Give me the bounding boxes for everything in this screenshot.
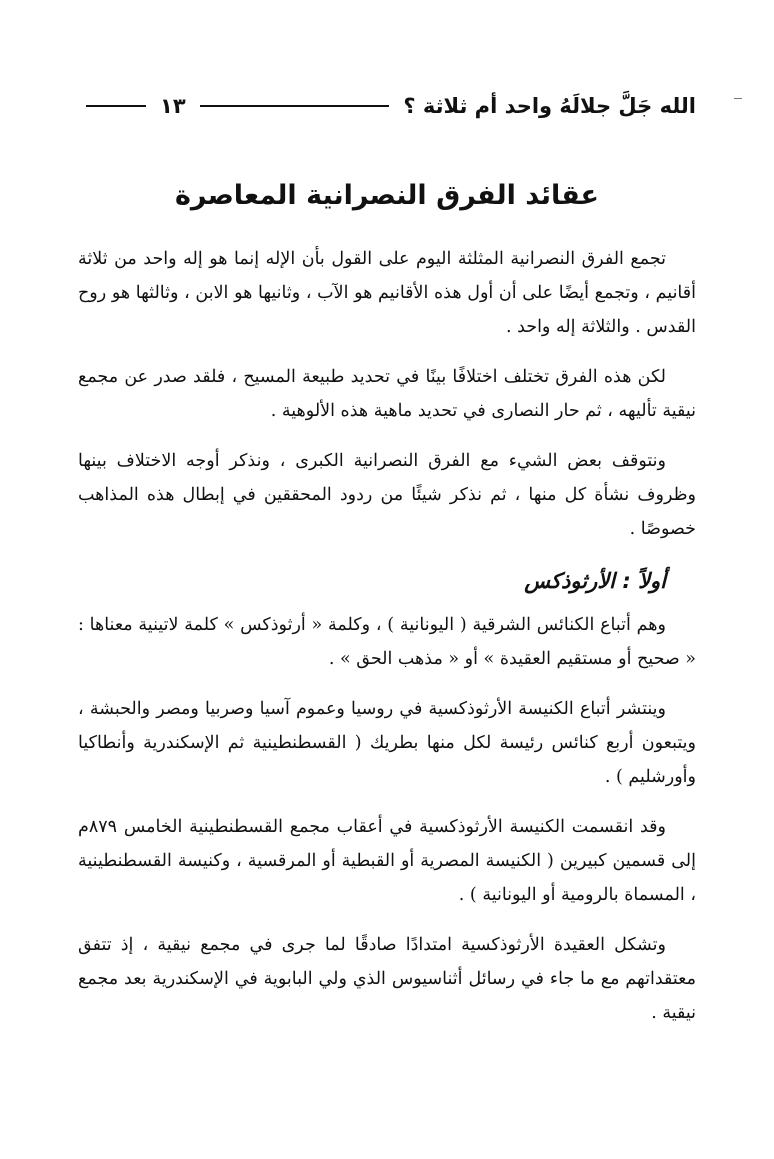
- paragraph: وتشكل العقيدة الأرثوذكسية امتدادًا صادقًا لما جرى في مجمع نيقية ، إذ تتفق معتقداتهم مع ما جاء في رسائل أثناسيوس الذي ولي البابوية في الإسكندرية بعد مجمع نيقية .: [78, 935, 696, 1023]
- running-header-title: الله جَلَّ جلالَهُ واحد أم ثلاثة ؟: [403, 94, 696, 118]
- page-number: ١٣: [160, 94, 186, 118]
- paragraph: وقد انقسمت الكنيسة الأرثوذكسية في أعقاب مجمع القسطنطينية الخامس ٨٧٩م إلى قسمين كبيرين ( الكنيسة المصرية أو القبطية أو المرقسية ، وكنيسة القسطنطينية ، المسماة بالرومية أو اليونانية ) .: [78, 817, 696, 905]
- paragraph: وينتشر أتباع الكنيسة الأرثوذكسية في روسيا وعموم آسيا وصربيا ومصر والحبشة ، ويتبعون أربع كنائس رئيسة لكل منها بطريك ( القسطنطينية ثم الإسكندرية وأنطاكيا وأورشليم ) .: [78, 699, 696, 787]
- section-title: عقائد الفرق النصرانية المعاصرة: [174, 180, 599, 211]
- header-rule-long: [200, 105, 390, 107]
- subheading-orthodox: أولاً : الأرثوذكس: [524, 569, 666, 593]
- body-text: [78, 242, 696, 1046]
- paragraph: تجمع الفرق النصرانية المثلثة اليوم على القول بأن الإله إنما هو إله واحد من ثلاثة أقانيم ، وتجمع أيضًا على أن أول هذه الأقانيم هو الآب ، وثانيها هو الابن ، وثالثها هو روح القدس . والثلاثة إله واحد .: [78, 249, 696, 337]
- paragraph: ونتوقف بعض الشيء مع الفرق النصرانية الكبرى ، ونذكر أوجه الاختلاف بينها وظروف نشأة كل منها ، ثم نذكر شيئًا من ردود المحققين في إبطال هذه المذاهب خصوصًا .: [78, 451, 696, 539]
- paragraph: لكن هذه الفرق تختلف اختلافًا بينًا في تحديد طبيعة المسيح ، فلقد صدر عن مجمع نيقية تأليهه ، ثم حار النصارى في تحديد ماهية هذه الألوهية .: [78, 367, 696, 421]
- paragraph: وهم أتباع الكنائس الشرقية ( اليونانية ) ، وكلمة « أرثوذكس » كلمة لاتينية معناها : « صحيح أو مستقيم العقيدة » أو « مذهب الحق » .: [78, 615, 696, 669]
- running-header: [80, 86, 696, 126]
- header-rule-short: [86, 105, 146, 107]
- corner-mark: [734, 98, 742, 99]
